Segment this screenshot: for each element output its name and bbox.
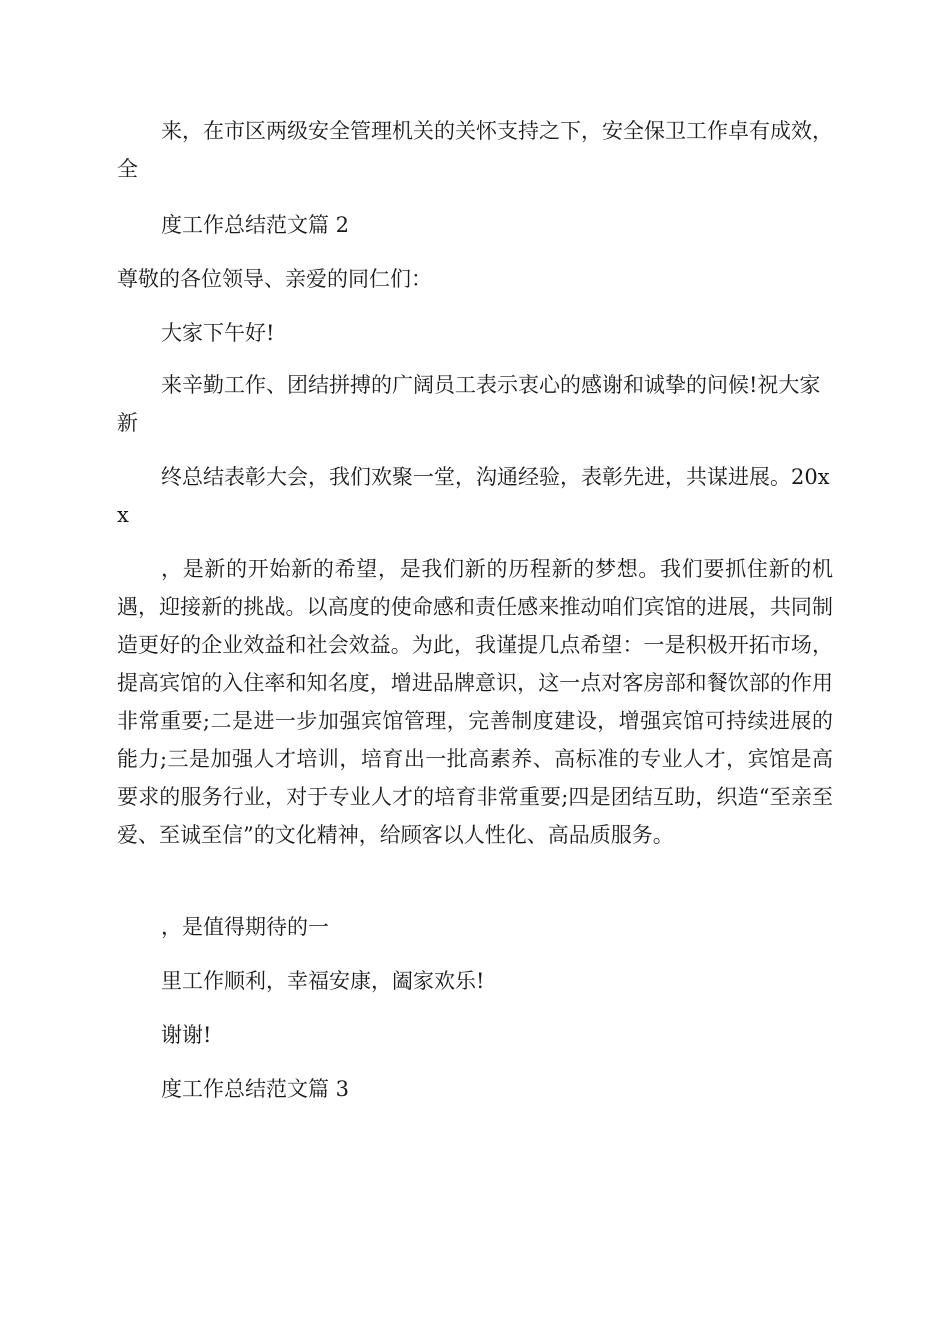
section-heading-3: 度工作总结范文篇 3 bbox=[161, 1077, 350, 1101]
paragraph-hopes: ，是新的开始新的希望，是我们新的历程新的梦想。我们要抓住新的机遇，迎接新的挑战。以高度的使命感和责任感来推动咱们宾馆的进展，共同制造更好的企业效益和社会效益。为此，我谨提几点希望：一是积极开拓市场，提高宾馆的入住率和知名度，增进品牌意识，这一点对客房部和餐饮部的作用非常重要;二是进一步加强宾馆管理，完善制度建设，增强宾馆可持续进展的能力;三是加强人才培训，培育出一批高素养、高标准的专业人才，宾馆是高要求的服务行业，对于专业人才的培育非常重要;四是团结互助，织造“至亲至爱、至诚至信”的文化精神，给顾客以人性化、高品质服务。 bbox=[117, 557, 833, 847]
paragraph-meeting: 终总结表彰大会，我们欢聚一堂，沟通经验，表彰先进，共谋进展。20xx bbox=[117, 465, 830, 527]
paragraph-thanks: 来辛勤工作、团结拼搏的广阔员工表示衷心的感谢和诚挚的问候!祝大家新 bbox=[117, 373, 821, 435]
salutation: 尊敬的各位领导、亲爱的同仁们： bbox=[117, 267, 432, 291]
paragraph-expectation: ，是值得期待的一 bbox=[161, 915, 329, 939]
greeting: 大家下午好! bbox=[161, 321, 275, 345]
closing-thanks: 谢谢! bbox=[161, 1023, 212, 1047]
paragraph-wishes: 里工作顺利，幸福安康，阖家欢乐! bbox=[161, 969, 485, 993]
paragraph-intro: 来，在市区两级安全管理机关的关怀支持之下，安全保卫工作卓有成效，全 bbox=[117, 119, 833, 181]
section-heading-2: 度工作总结范文篇 2 bbox=[161, 213, 350, 237]
